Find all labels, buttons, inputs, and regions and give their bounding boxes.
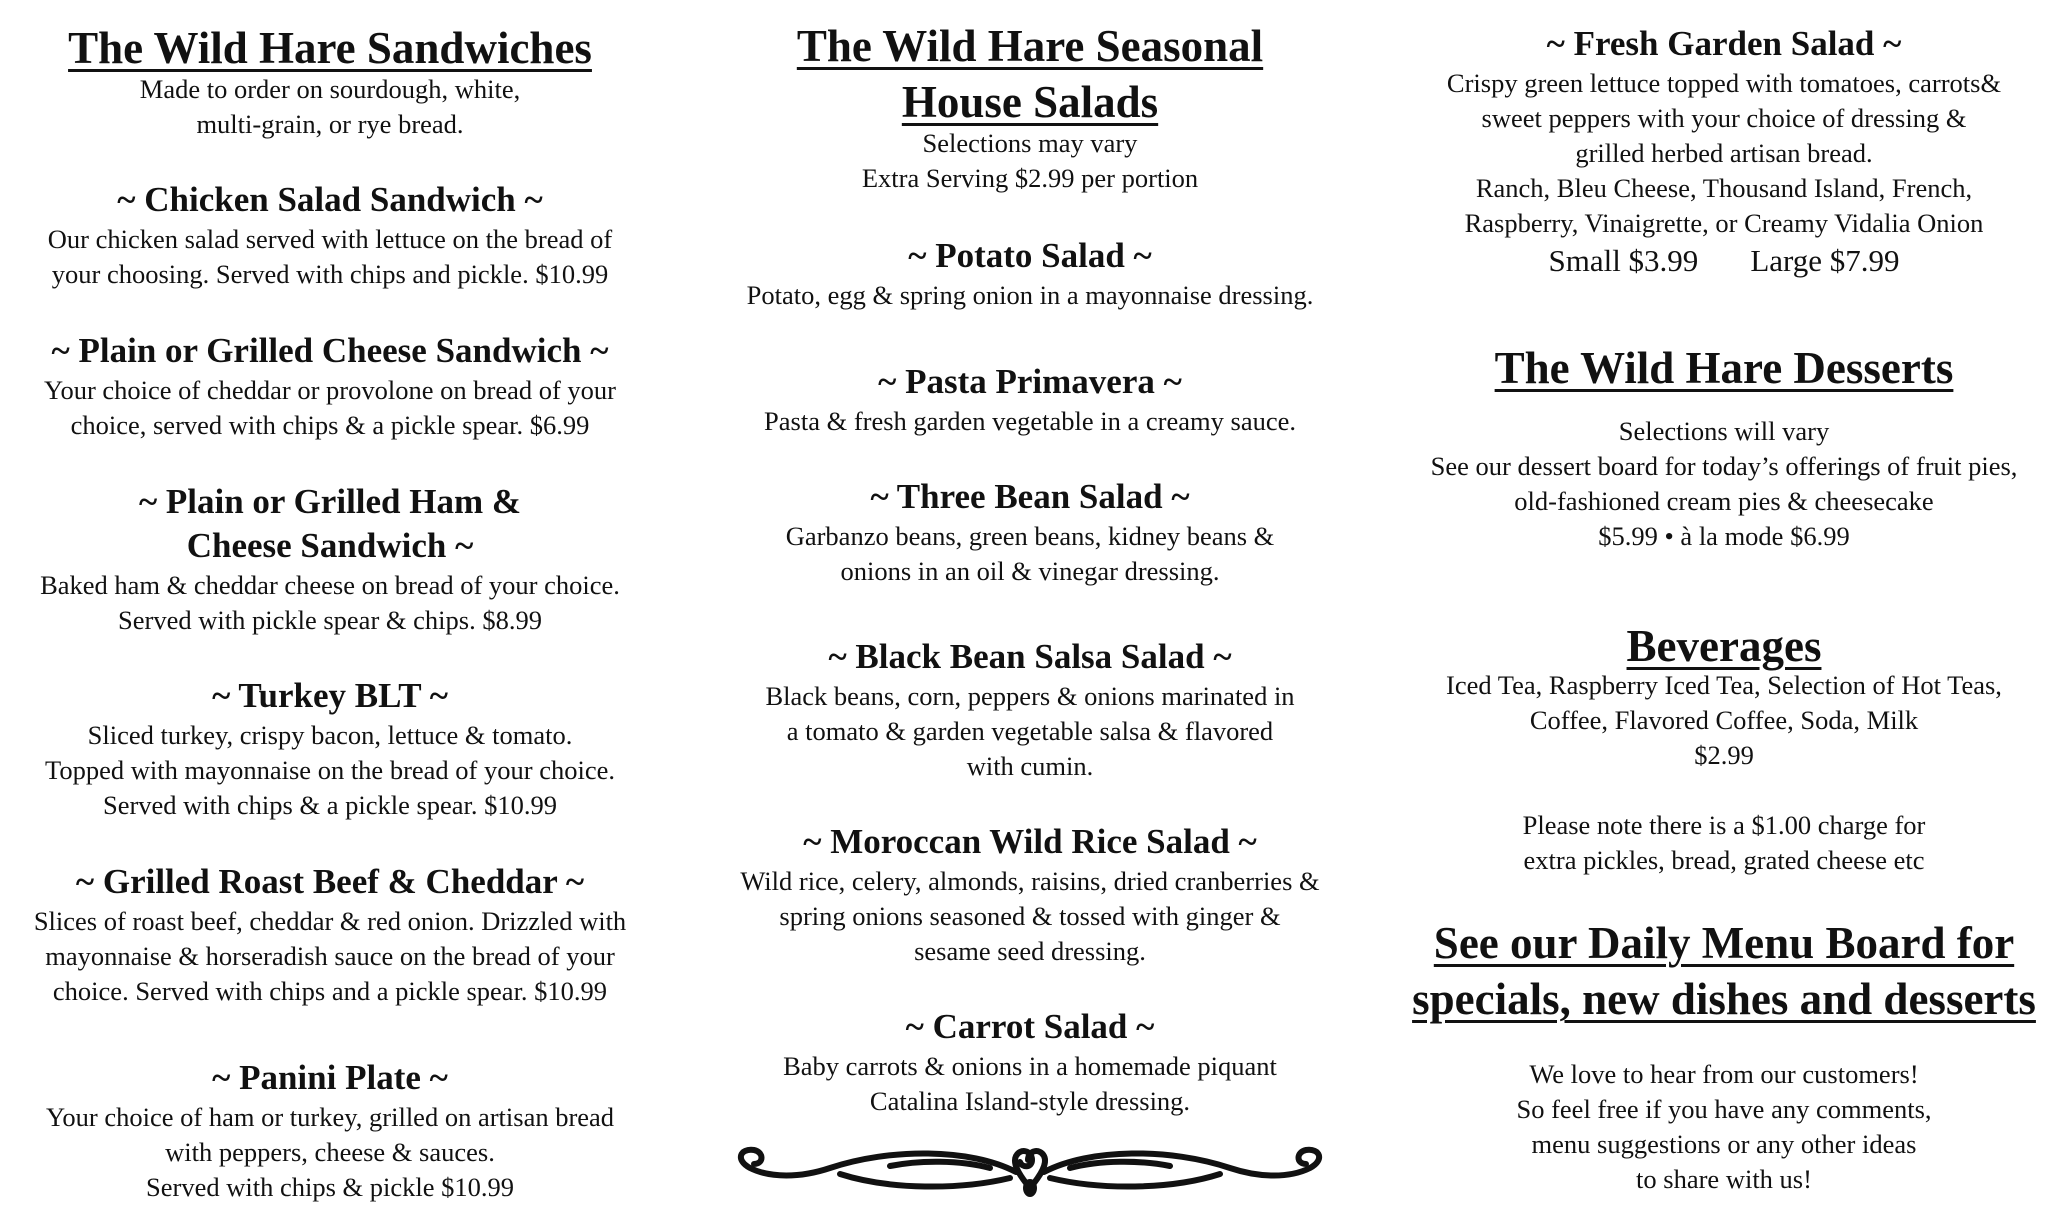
item-title: Cheese Sandwich ~ [186,526,474,565]
sandwiches-header [0,20,660,142]
salads-intro-line: Selections may vary [922,128,1138,158]
item-description: Slices of roast beef, cheddar & red onion. Drizzled with [33,906,627,936]
desserts-description: Selections will vary [1618,416,1830,446]
menu-item [0,1056,660,1205]
item-description: with peppers, cheese & sauces. [165,1137,495,1167]
menu-item [0,860,660,1009]
item-title: ~ Fresh Garden Salad ~ [1546,24,1902,63]
item-description: grilled herbed artisan bread. [1575,138,1873,168]
item-description: Served with chips & pickle $10.99 [146,1172,514,1202]
item-title: ~ Panini Plate ~ [212,1058,448,1097]
menu-item [0,674,660,823]
desserts-description: See our dessert board for today’s offerings of fruit pies, [1430,451,2018,481]
item-description: spring onions seasoned & tossed with ginger & [779,901,1281,931]
item-title: ~ Pasta Primavera ~ [878,362,1182,401]
beverages-section [1400,618,2048,878]
item-description: sweet peppers with your choice of dressing & [1481,103,1967,133]
menu-item [0,329,660,443]
item-description: choice, served with chips & a pickle spear. $6.99 [70,410,590,440]
item-description: Served with chips & a pickle spear. $10.99 [102,790,558,820]
item-title: ~ Plain or Grilled Cheese Sandwich ~ [51,331,609,370]
desserts-description: $5.99 • à la mode $6.99 [1598,521,1850,551]
menu-item [0,178,660,292]
item-description: Our chicken salad served with lettuce on the bread of [47,224,613,254]
scroll-flourish-icon [720,1138,1340,1200]
item-description: with cumin. [966,751,1094,781]
closing-text: menu suggestions or any other ideas [1531,1129,1917,1159]
item-description: a tomato & garden vegetable salsa & flavored [786,716,1274,746]
item-description: onions in an oil & vinegar dressing. [840,556,1220,586]
item-description: Ranch, Bleu Cheese, Thousand Island, French, [1475,173,1973,203]
daily-board-section [1400,915,2048,1027]
daily-board-heading: See our Daily Menu Board for [1433,918,2015,968]
price-large: Large $7.99 [1750,243,1900,278]
menu-item [700,1005,1360,1119]
item-title: ~ Plain or Grilled Ham & [138,482,522,521]
menu-item [700,475,1360,589]
item-title: ~ Three Bean Salad ~ [870,477,1190,516]
item-title: ~ Black Bean Salsa Salad ~ [828,637,1232,676]
item-title: ~ Carrot Salad ~ [905,1007,1155,1046]
item-description: your choosing. Served with chips and pickle. $10.99 [51,259,609,289]
sandwiches-heading: The Wild Hare Sandwiches [68,23,592,73]
closing-text: to share with us! [1636,1164,1812,1194]
item-description: Wild rice, celery, almonds, raisins, dried cranberries & [740,866,1320,896]
beverages-description: Coffee, Flavored Coffee, Soda, Milk [1529,705,1919,735]
menu-item [0,480,660,638]
desserts-description: old-fashioned cream pies & cheesecake [1514,486,1934,516]
item-description: Garbanzo beans, green beans, kidney beans & [785,521,1275,551]
beverages-heading: Beverages [1626,621,1822,671]
closing-text: So feel free if you have any comments, [1516,1094,1932,1124]
daily-board-heading: specials, new dishes and desserts [1412,974,2036,1024]
item-title: ~ Potato Salad ~ [908,236,1152,275]
menu-item [700,234,1360,313]
menu-item [700,635,1360,784]
sandwiches-intro-line: Made to order on sourdough, white, [139,74,521,104]
closing-section [1400,1057,2048,1197]
item-description: mayonnaise & horseradish sauce on the bread of your [45,941,615,971]
salads-heading: House Salads [901,77,1159,127]
scroll-flourish-icon [700,1138,1360,1200]
desserts-heading: The Wild Hare Desserts [1494,343,1954,393]
item-description: Pasta & fresh garden vegetable in a creamy sauce. [764,406,1296,436]
item-title: ~ Grilled Roast Beef & Cheddar ~ [75,862,585,901]
item-title: ~ Turkey BLT ~ [212,676,448,715]
item-description: Baked ham & cheddar cheese on bread of your choice. [40,570,620,600]
item-title: ~ Moroccan Wild Rice Salad ~ [803,822,1257,861]
item-description: Potato, egg & spring onion in a mayonnaise dressing. [746,280,1314,310]
sandwiches-intro-line: multi-grain, or rye bread. [196,109,464,139]
item-description: choice. Served with chips and a pickle spear. $10.99 [52,976,608,1006]
item-description: Your choice of ham or turkey, grilled on artisan bread [45,1102,615,1132]
desserts-section [1400,340,2048,554]
beverages-description: $2.99 [1694,740,1754,770]
item-description: Served with pickle spear & chips. $8.99 [118,605,542,635]
salads-heading: The Wild Hare Seasonal [796,21,1264,71]
salads-intro-line: Extra Serving $2.99 per portion [861,163,1199,193]
menu-item [700,820,1360,969]
item-description: Black beans, corn, peppers & onions marinated in [765,681,1295,711]
item-description: Sliced turkey, crispy bacon, lettuce & tomato. [87,720,573,750]
menu-item [700,360,1360,439]
charge-note: extra pickles, bread, grated cheese etc [1523,845,1925,875]
beverages-description: Iced Tea, Raspberry Iced Tea, Selection of Hot Teas, [1446,670,2002,700]
item-description: Your choice of cheddar or provolone on bread of your [43,375,617,405]
charge-note: Please note there is a $1.00 charge for [1522,810,1926,840]
item-description: Topped with mayonnaise on the bread of your choice. [45,755,615,785]
item-description: Catalina Island-style dressing. [869,1086,1191,1116]
closing-text: We love to hear from our customers! [1529,1059,1919,1089]
garden-salad-prices [1400,241,2048,281]
item-description: sesame seed dressing. [914,936,1146,966]
garden-salad-section [1400,22,2048,281]
price-small: Small $3.99 [1548,243,1699,278]
item-description: Raspberry, Vinaigrette, or Creamy Vidalia Onion [1464,208,1984,238]
salads-header [700,18,1360,196]
item-description: Baby carrots & onions in a homemade piquant [783,1051,1277,1081]
item-description: Crispy green lettuce topped with tomatoes, carrots& [1446,68,2002,98]
item-title: ~ Chicken Salad Sandwich ~ [117,180,543,219]
